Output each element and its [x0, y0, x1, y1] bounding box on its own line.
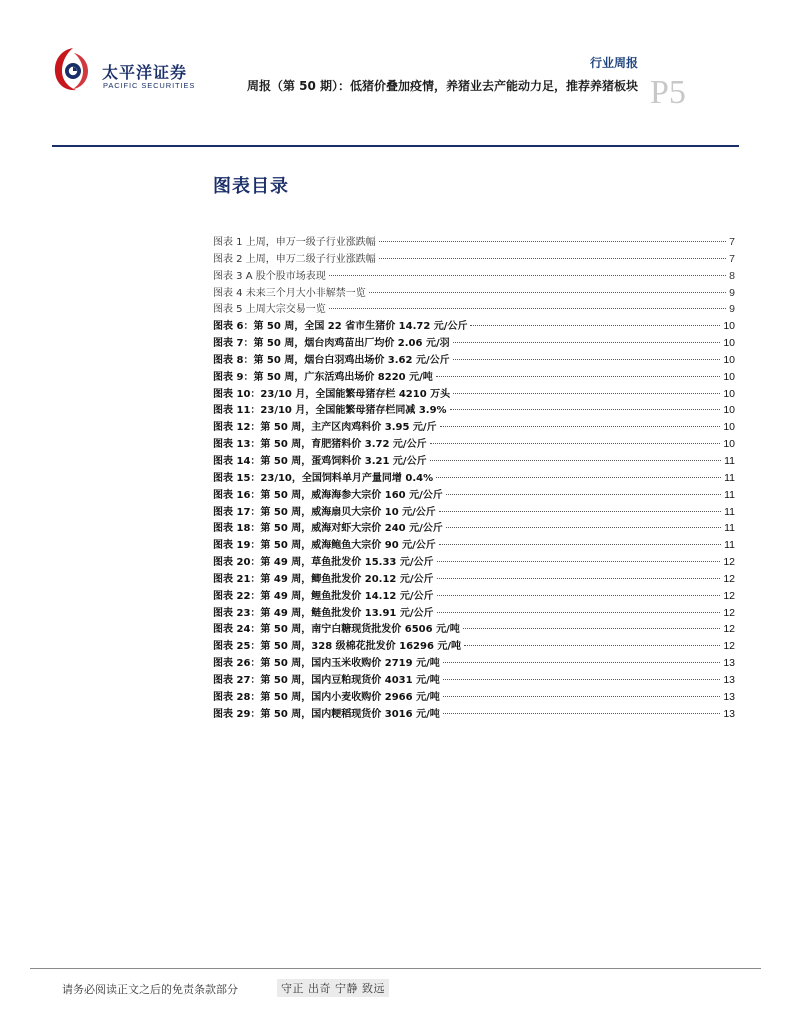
toc-entry-label: 图表 22：第 49 周，鲤鱼批发价 14.12 元/公斤 [213, 590, 434, 602]
toc-entry-label: 图表 18：第 50 周，威海对虾大宗价 240 元/公斤 [213, 523, 443, 535]
toc-entry[interactable] [213, 250, 735, 267]
toc-entry[interactable] [213, 671, 735, 688]
toc-entry-page: 11 [724, 488, 735, 501]
toc-entry-page: 12 [723, 623, 735, 636]
toc-dot-leader [437, 578, 721, 579]
toc-entry[interactable] [213, 486, 735, 503]
brand-name-en: PACIFIC SECURITIES [103, 81, 196, 90]
toc-entry-label: 图表 3 A 股个股市场表现 [213, 270, 326, 282]
toc-dot-leader [443, 713, 721, 714]
toc-dot-leader [443, 662, 721, 663]
footer-disclaimer-note: 请务必阅读正文之后的免责条款部分 [62, 983, 238, 996]
toc-entry[interactable] [213, 385, 735, 402]
toc-entry-label: 图表 28：第 50 周，国内小麦收购价 2966 元/吨 [213, 691, 440, 703]
header-divider [52, 145, 739, 147]
toc-dot-leader [430, 460, 722, 461]
toc-entry-label: 图表 20：第 49 周，草鱼批发价 15.33 元/公斤 [213, 557, 434, 569]
toc-dot-leader [439, 544, 721, 545]
toc-entry-page: 10 [723, 438, 735, 451]
toc-entry[interactable] [213, 469, 735, 486]
toc-entry[interactable] [213, 418, 735, 435]
toc-entry[interactable] [213, 536, 735, 553]
toc-entry[interactable] [213, 368, 735, 385]
toc-entry-label: 图表 21：第 49 周，鲫鱼批发价 20.12 元/公斤 [213, 573, 434, 585]
toc-entry-page: 10 [723, 353, 735, 366]
toc-entry-label: 图表 14：第 50 周，蛋鸡饲料价 3.21 元/公斤 [213, 455, 427, 467]
toc-entry-page: 10 [723, 370, 735, 383]
toc-dot-leader [436, 477, 721, 478]
page-number: P5 [650, 74, 686, 111]
toc-dot-leader [329, 275, 726, 276]
toc-dot-leader [464, 645, 720, 646]
toc-entry[interactable] [213, 435, 735, 452]
toc-entry-page: 12 [723, 556, 735, 569]
toc-entry[interactable] [213, 401, 735, 418]
toc-dot-leader [379, 241, 726, 242]
toc-dot-leader [450, 409, 721, 410]
toc-dot-leader [437, 561, 721, 562]
toc-entry-page: 9 [729, 303, 735, 316]
toc-entry-page: 13 [723, 707, 735, 720]
footer-motto: 守正 出奇 宁静 致远 [277, 979, 389, 997]
toc-dot-leader [436, 376, 721, 377]
toc-entry-page: 13 [723, 657, 735, 670]
report-type: 行业周报 [589, 56, 638, 70]
toc-entry[interactable] [213, 351, 735, 368]
toc-entry[interactable] [213, 233, 735, 250]
toc-dot-leader [453, 393, 720, 394]
toc-dot-leader [440, 426, 721, 427]
toc-dot-leader [463, 628, 721, 629]
toc-entry-page: 12 [723, 640, 735, 653]
toc-dot-leader [443, 679, 721, 680]
toc-dot-leader [470, 325, 720, 326]
toc-entry-label: 图表 1 上周，申万一级子行业涨跌幅 [213, 237, 376, 248]
toc-dot-leader [446, 527, 721, 528]
toc-entry-page: 12 [723, 589, 735, 602]
toc-entry-label: 图表 29：第 50 周，国内粳稻现货价 3016 元/吨 [213, 708, 440, 720]
toc-entry[interactable] [213, 300, 735, 317]
toc-entry-page: 13 [723, 690, 735, 703]
toc-entry-label: 图表 25：第 50 周，328 级棉花批发价 16296 元/吨 [213, 641, 462, 653]
toc-dot-leader [437, 595, 721, 596]
toc-entry[interactable] [213, 604, 735, 621]
toc-entry[interactable] [213, 688, 735, 705]
toc-entry-label: 图表 23：第 49 周，鲢鱼批发价 13.91 元/公斤 [213, 607, 434, 619]
toc-entry-page: 10 [723, 387, 735, 400]
toc-dot-leader [453, 359, 721, 360]
toc-entry[interactable] [213, 570, 735, 587]
toc-entry-label: 图表 26：第 50 周，国内玉米收购价 2719 元/吨 [213, 658, 440, 670]
toc-entry[interactable] [213, 334, 735, 351]
toc-entry-page: 8 [729, 269, 735, 282]
toc-entry-label: 图表 16：第 50 周，威海海参大宗价 160 元/公斤 [213, 489, 443, 501]
toc-dot-leader [369, 292, 726, 293]
toc-entry-page: 11 [724, 539, 735, 552]
toc-dot-leader [329, 308, 726, 309]
toc-entry-page: 11 [724, 522, 735, 535]
toc-entry[interactable] [213, 317, 735, 334]
toc-entry[interactable] [213, 587, 735, 604]
toc-entry-page: 11 [724, 505, 735, 518]
toc-entry-label: 图表 15：23/10，全国饲料单月产量同增 0.4% [213, 472, 434, 484]
toc-entry-page: 7 [729, 252, 735, 265]
toc-entry-page: 10 [723, 404, 735, 417]
brand-name-cn: 太平洋证券 [102, 63, 188, 82]
toc-entry-label: 图表 9：第 50 周，广东活鸡出场价 8220 元/吨 [213, 371, 433, 383]
toc-entry[interactable] [213, 637, 735, 654]
toc-entry-page: 9 [729, 286, 735, 299]
toc-entry[interactable] [213, 705, 735, 722]
toc-entry-label: 图表 24：第 50 周，南宁白糖现货批发价 6506 元/吨 [213, 624, 460, 636]
toc-dot-leader [430, 443, 721, 444]
toc-entry[interactable] [213, 284, 735, 301]
toc-entry-page: 7 [729, 236, 735, 248]
toc-entry-label: 图表 12：第 50 周，主产区肉鸡料价 3.95 元/斤 [213, 422, 437, 434]
toc-entry-page: 12 [723, 606, 735, 619]
toc-title: 图表目录 [213, 176, 289, 197]
toc-entry-label: 图表 6：第 50 周，全国 22 省市生猪价 14.72 元/公斤 [213, 321, 468, 333]
toc-entry-label: 图表 2 上周，申万二级子行业涨跌幅 [213, 253, 376, 265]
toc-entry-label: 图表 8：第 50 周，烟台白羽鸡出场价 3.62 元/公斤 [213, 354, 450, 366]
toc-dot-leader [379, 258, 726, 259]
toc-entry-page: 13 [723, 673, 735, 686]
toc-dot-leader [446, 494, 721, 495]
toc-entry-label: 图表 19：第 50 周，威海鲍鱼大宗价 90 元/公斤 [213, 540, 436, 552]
toc-entry-page: 11 [724, 454, 735, 467]
report-title: 周报（第 50 期）：低猪价叠加疫情，养猪业去产能动力足，推荐养猪板块 [246, 79, 638, 93]
toc-entry-page: 10 [723, 337, 735, 350]
toc-entry[interactable] [213, 503, 735, 520]
toc-entry-page: 10 [723, 421, 735, 434]
toc-entry-page: 11 [724, 471, 735, 484]
toc-list [213, 233, 735, 721]
toc-entry-label: 图表 17：第 50 周，威海扇贝大宗价 10 元/公斤 [213, 506, 436, 518]
toc-entry[interactable] [213, 519, 735, 536]
toc-entry[interactable] [213, 267, 735, 284]
pacific-securities-logo-icon [52, 44, 94, 94]
toc-entry-page: 10 [723, 320, 735, 333]
footer-divider [30, 968, 761, 969]
toc-entry[interactable] [213, 620, 735, 637]
toc-entry-label: 图表 4 未来三个月大小非解禁一览 [213, 287, 366, 299]
toc-entry-label: 图表 13：第 50 周，育肥猪料价 3.72 元/公斤 [213, 439, 427, 451]
toc-dot-leader [437, 612, 721, 613]
toc-entry-label: 图表 27：第 50 周，国内豆粕现货价 4031 元/吨 [213, 674, 440, 686]
toc-entry-label: 图表 10：23/10 月，全国能繁母猪存栏 4210 万头 [213, 388, 451, 400]
toc-entry[interactable] [213, 452, 735, 469]
toc-dot-leader [443, 696, 721, 697]
toc-entry[interactable] [213, 654, 735, 671]
toc-entry-label: 图表 5 上周大宗交易一览 [213, 304, 326, 316]
toc-dot-leader [439, 511, 721, 512]
toc-dot-leader [453, 342, 721, 343]
toc-entry-label: 图表 7：第 50 周，烟台肉鸡苗出厂均价 2.06 元/羽 [213, 338, 450, 350]
toc-entry[interactable] [213, 553, 735, 570]
toc-entry-page: 12 [723, 572, 735, 585]
toc-entry-label: 图表 11：23/10 月，全国能繁母猪存栏同减 3.9% [213, 405, 447, 417]
